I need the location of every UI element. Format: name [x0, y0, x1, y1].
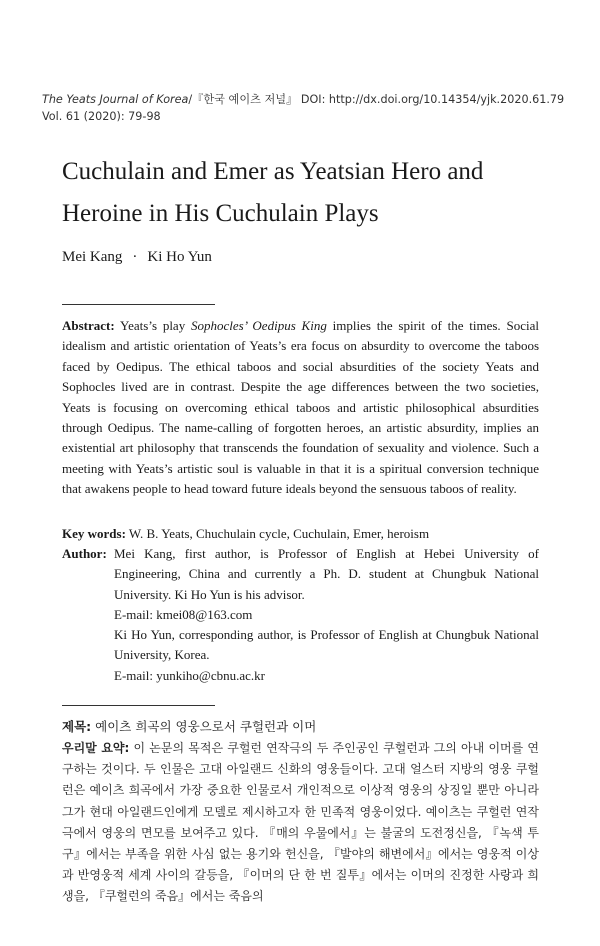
- korean-abstract-text: 이 논문의 목적은 쿠헐런 연작극의 두 주인공인 쿠헐런과 그의 아내 이머를 연구하는 것이다. 두 인물은 고대 아일랜드 신화의 영웅들이다. 고대 얼스터 지방의 영웅 쿠헐런은 예이츠 희곡에서 가장 중요한 인물로서 개인적으로 이상적 영웅의 상징일 뿐만 아니라 그가 현대 아일랜드인에게 모델로 제시하고자 한 민족적 영웅이었다. 예이츠는 쿠헐런 연작극에서 영웅의 면모를 보여주고 있다. 『매의 우물에서』는 불굴의 도전정신을, 『녹색 투구』에서는 부족을 위한 사심 없는 용기와 헌신을, 『발야의 해변에서』에서는 영웅적 이상과 반영웅적 세계 사이의 갈등을, 『이머의 단 한 번 질투』에서는 이머의 진정한 사랑과 희생을, 『쿠헐런의 죽음』에서는 죽음의: [62, 741, 539, 904]
- keywords: [62, 524, 539, 544]
- author-2-bio: Ki Ho Yun, corresponding author, is Professor of English at Chungbuk National University, Korea.: [114, 627, 539, 663]
- divider-bottom: [62, 705, 215, 706]
- author-info-body: [114, 544, 539, 686]
- author-1-email[interactable]: E-mail: kmei08@163.com: [114, 606, 253, 622]
- title-line-1: Cuchulain and Emer as Yeatsian Hero and: [62, 158, 484, 185]
- journal-citation-line: [42, 92, 572, 108]
- korean-abstract: [62, 738, 539, 908]
- doi-link[interactable]: DOI: http://dx.doi.org/10.14354/yjk.2020.61.79: [297, 93, 565, 106]
- abstract: [62, 316, 539, 500]
- abstract-text-after: implies the spirit of the times. Social idealism and artistic orientation of Yeats’s era focus on absurdity to overcome the taboos faced by Oedipus. The ethical taboos and social absurdities of the society Yeats and Sophocles lived are in contrast. Despite the age differences between the two societies, Yeats is focusing on overcoming ethical taboos and artistic philosophical absurdities through Oedipus. The name-calling of forgotten heroes, an artistic absurdity, implies an existential art philosophy that transcends the foundation of sexuality and violence. Such a meeting with Yeats’s artistic soul is valuable in that it is a spiritual conversion technique that awakens people to head toward future ideals beyond the sensuous taboos of reality.: [62, 318, 539, 497]
- korean-abstract-label: 우리말 요약:: [62, 741, 130, 755]
- abstract-label: Abstract:: [62, 318, 115, 333]
- volume-info: Vol. 61 (2020): 79-98: [42, 110, 161, 123]
- abstract-text-before: Yeats’s play: [114, 318, 192, 333]
- abstract-play-title: Sophocles’ Oedipus King: [191, 318, 327, 333]
- author-1-bio: Mei Kang, first author, is Professor of English at Hebei University of Engineering, China and currently a Ph. D. student at Chungbuk National University. Ki Ho Yun is his advisor.: [114, 546, 539, 602]
- journal-korean-name: /『한국 예이츠 저널』: [188, 93, 298, 106]
- article-title: [62, 151, 562, 235]
- korean-title-text: 예이츠 희곡의 영웅으로서 쿠헐런과 이머: [91, 719, 317, 734]
- author-names: [62, 247, 212, 267]
- title-line-2: Heroine in His Cuchulain Plays: [62, 200, 379, 227]
- author-2-email[interactable]: E-mail: yunkiho@cbnu.ac.kr: [114, 667, 265, 683]
- keywords-text: W. B. Yeats, Chuchulain cycle, Cuchulain, Emer, heroism: [125, 526, 430, 541]
- divider-top: [62, 304, 215, 305]
- korean-title-label: 제목:: [62, 719, 92, 734]
- korean-title: [62, 717, 316, 737]
- author-info-label: Author:: [62, 546, 107, 561]
- author-1: Mei Kang: [62, 249, 123, 265]
- keywords-label: Key words:: [62, 526, 126, 541]
- journal-name: The Yeats Journal of Korea: [42, 93, 189, 106]
- author-2: Ki Ho Yun: [147, 249, 212, 265]
- author-info: [62, 544, 539, 686]
- author-separator: ·: [132, 249, 138, 265]
